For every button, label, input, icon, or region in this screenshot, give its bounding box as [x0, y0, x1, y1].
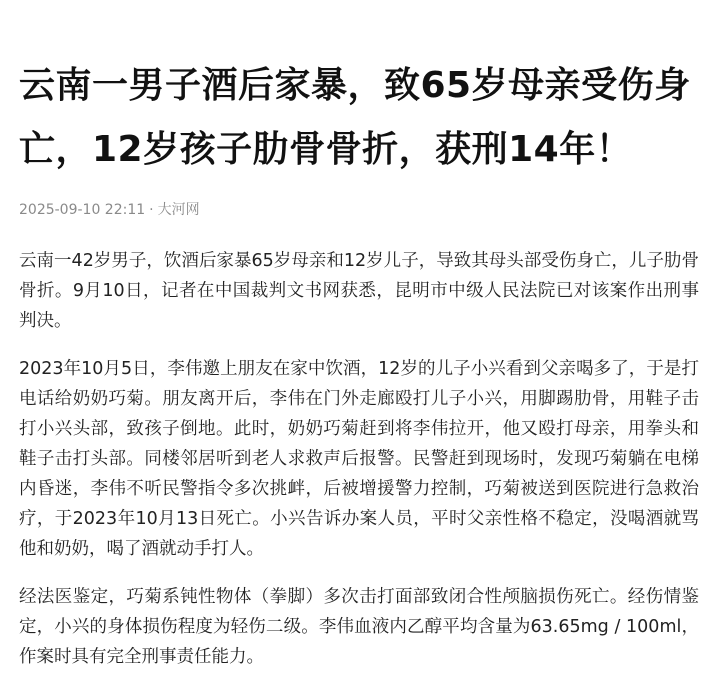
- publish-date: 2025-09-10 22:11: [19, 202, 146, 218]
- paragraph-1: 云南一42岁男子，饮酒后家暴65岁母亲和12岁儿子，导致其母头部受伤身亡，儿子肋骨骨折。9月10日，记者在中国裁判文书网获悉，昆明市中级人民法院已对该案作出刑事判决。: [19, 251, 699, 331]
- article-source[interactable]: 大河网: [157, 202, 200, 218]
- article: [19, 0, 699, 690]
- article-title: 云南一男子酒后家暴，致65岁母亲受伤身亡，12岁孩子肋骨骨折，获刑14年！: [19, 65, 691, 170]
- meta-separator: ·: [149, 202, 154, 218]
- paragraph-3: 经法医鉴定，巧菊系钝性物体（拳脚）多次击打面部致闭合性颅脑损伤死亡。经伤情鉴定，小兴的身体损伤程度为轻伤二级。李伟血液内乙醇平均含量为63.65mg / 100ml，作案时具有完全刑事责任能力。: [19, 587, 699, 667]
- article-body: [19, 246, 699, 672]
- article-meta: [19, 200, 699, 220]
- paragraph-2: 2023年10月5日，李伟邀上朋友在家中饮酒，12岁的儿子小兴看到父亲喝多了，于是打电话给奶奶巧菊。朋友离开后，李伟在门外走廊殴打儿子小兴，用脚踢肋骨，用鞋子击打小兴头部，致孩子倒地。此时，奶奶巧菊赶到将李伟拉开，他又殴打母亲，用拳头和鞋子击打头部。同楼邻居听到老人求救声后报警。民警赶到现场时，发现巧菊躺在电梯内昏迷，李伟不听民警指令多次挑衅，后被增援警力控制，巧菊被送到医院进行急救治疗，于2023年10月13日死亡。小兴告诉办案人员，平时父亲性格不稳定，没喝酒就骂他和奶奶，喝了酒就动手打人。: [19, 359, 699, 559]
